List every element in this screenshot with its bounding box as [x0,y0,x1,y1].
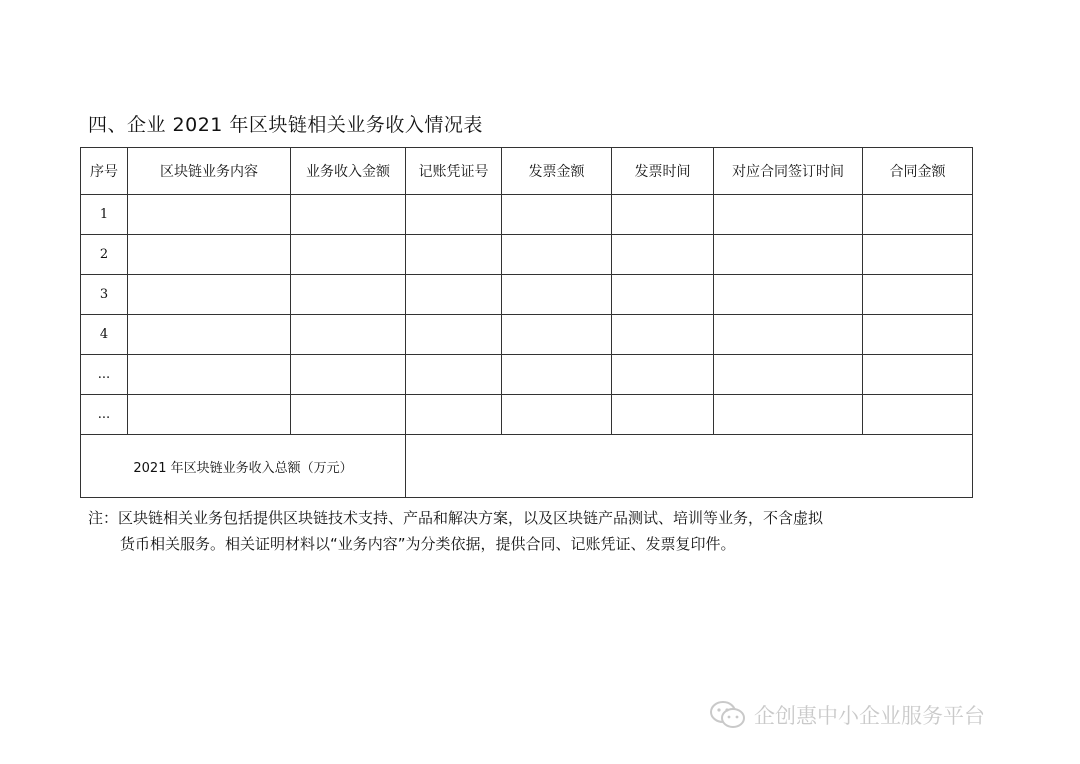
table-cell[interactable] [291,275,406,315]
row-number: 4 [81,315,128,355]
table-cell[interactable] [291,355,406,395]
table-row [81,355,973,395]
table-cell[interactable] [406,355,502,395]
table-cell[interactable] [406,235,502,275]
header-cell: 序号 [81,148,128,195]
watermark-text: 企创惠中小企业服务平台 [754,704,985,728]
table-cell[interactable] [128,355,291,395]
wechat-icon [708,700,748,730]
header-cell: 业务收入金额 [291,148,406,195]
table-cell[interactable] [502,355,612,395]
table-cell[interactable] [128,275,291,315]
watermark [708,700,985,730]
page-title: 四、企业 2021 年区块链相关业务收入情况表 [88,114,483,136]
table-cell[interactable] [612,235,714,275]
table-cell[interactable] [863,195,973,235]
footnote [88,505,978,557]
row-number: 2 [81,235,128,275]
table-cell[interactable] [502,235,612,275]
row-number: ... [81,395,128,435]
table-cell[interactable] [714,235,863,275]
table-cell[interactable] [502,395,612,435]
table-cell[interactable] [128,235,291,275]
header-cell: 对应合同签订时间 [714,148,863,195]
table-cell[interactable] [406,275,502,315]
table-row [81,395,973,435]
table-cell[interactable] [863,355,973,395]
header-cell: 发票金额 [502,148,612,195]
table-cell[interactable] [406,315,502,355]
table-cell[interactable] [863,275,973,315]
table-cell[interactable] [863,315,973,355]
table-header-row [81,148,973,195]
table-cell[interactable] [291,395,406,435]
total-value-cell[interactable] [406,435,973,498]
table-row [81,235,973,275]
table-cell[interactable] [714,195,863,235]
table-cell[interactable] [612,195,714,235]
table-cell[interactable] [612,395,714,435]
table-cell[interactable] [863,235,973,275]
table-cell[interactable] [714,315,863,355]
table-cell[interactable] [502,275,612,315]
table-cell[interactable] [406,195,502,235]
table-cell[interactable] [612,355,714,395]
table-cell[interactable] [502,315,612,355]
table-cell[interactable] [128,315,291,355]
table-row [81,275,973,315]
header-cell: 发票时间 [612,148,714,195]
table-cell[interactable] [612,315,714,355]
table-cell[interactable] [291,315,406,355]
revenue-table [80,147,973,498]
footnote-line: 货币相关服务。相关证明材料以“业务内容”为分类依据，提供合同、记账凭证、发票复印件。 [120,535,736,553]
table-cell[interactable] [714,395,863,435]
total-row [81,435,973,498]
header-cell: 记账凭证号 [406,148,502,195]
row-number: 1 [81,195,128,235]
table-row [81,315,973,355]
table-cell[interactable] [406,395,502,435]
table-row [81,195,973,235]
header-cell: 区块链业务内容 [128,148,291,195]
table-cell[interactable] [714,355,863,395]
table-cell[interactable] [612,275,714,315]
table-cell[interactable] [714,275,863,315]
table-cell[interactable] [291,235,406,275]
table-cell[interactable] [502,195,612,235]
table-cell[interactable] [291,195,406,235]
row-number: 3 [81,275,128,315]
row-number: ... [81,355,128,395]
table-cell[interactable] [128,195,291,235]
footnote-line: 注：区块链相关业务包括提供区块链技术支持、产品和解决方案，以及区块链产品测试、培训等业务，不含虚拟 [88,509,824,527]
table-cell[interactable] [863,395,973,435]
header-cell: 合同金额 [863,148,973,195]
table-cell[interactable] [128,395,291,435]
total-label: 2021 年区块链业务收入总额（万元） [81,435,406,498]
